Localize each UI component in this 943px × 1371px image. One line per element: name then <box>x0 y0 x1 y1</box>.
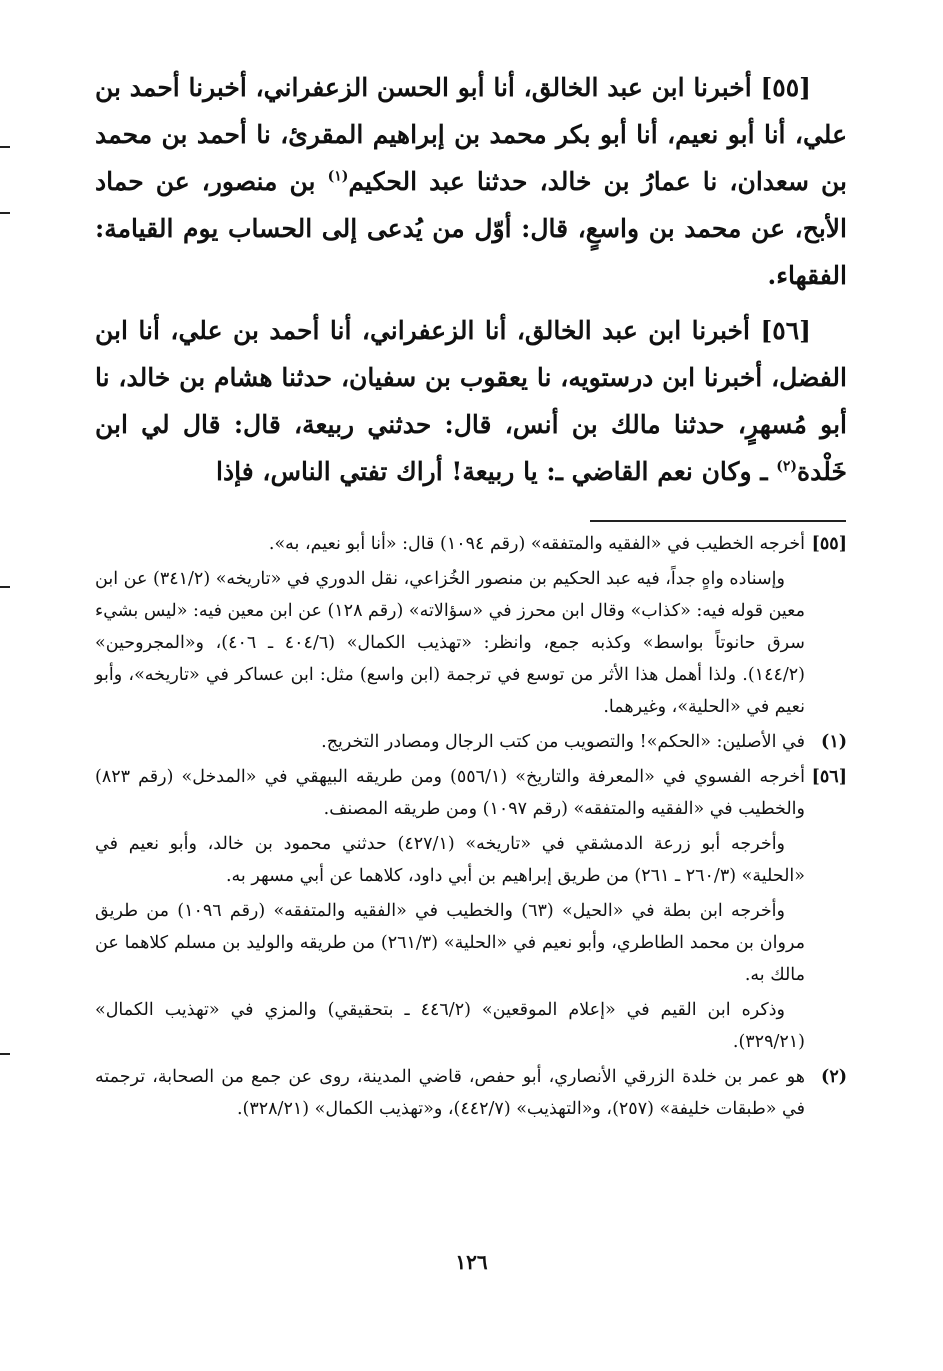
footnote-56-cont <box>95 895 847 991</box>
footnote-text: أخرجه الخطيب في «الفقيه والمتفقه» (رقم ١٠٩٤) قال: «أنا أبو نعيم، به». <box>268 534 805 554</box>
footnote-label: (١) <box>821 732 847 752</box>
margin-mark <box>0 1053 10 1055</box>
paragraph-56 <box>95 307 847 495</box>
footnote-1 <box>95 726 847 758</box>
footnote-label: (٢) <box>821 1067 847 1087</box>
margin-mark <box>0 586 10 588</box>
footnote-2 <box>95 1061 847 1125</box>
footnote-text: في الأصلين: «الحكم»! والتصويب من كتب الرجال ومصادر التخريج. <box>321 732 805 752</box>
footnote-text: وأخرجه ابن بطة في «الحيل» (٦٣) والخطيب في «الفقيه والمتفقه» (رقم ١٠٩٦) من طريق مروان بن محمد الطاطري، وأبو نعيم في «الحلية» (٢٦١/٣) من طريقه والوليد بن مسلم كلاهما عن مالك به. <box>95 901 805 985</box>
paragraph-text: أخبرنا ابن عبد الخالق، أنا أبو الحسن الزعفراني، أخبرنا أحمد بن علي، أنا أبو نعيم، أنا أبو بكر محمد بن إبراهيم المقرئ، نا أحمد بن محمد بن سعدان، نا عمارُ بن خالد، حدثنا عبد الحكيم <box>95 73 847 196</box>
paragraph-55 <box>95 64 847 299</box>
main-text <box>95 64 847 503</box>
footnote-text: وإسناده واهٍ جداً، فيه عبد الحكيم بن منصور الخُزاعي، نقل الدوري في «تاريخه» (٣٤١/٢) عن ابن معين قوله فيه: «كذاب» وقال ابن محرز في «سؤالاته» (رقم ١٢٨) عن ابن معين فيه: «ليس بشيء سرق حانوتاً بواسط» وكذبه جمع، وانظر: «تهذيب الكمال» (٤٠٤/٦ ـ ٤٠٦)، و«المجروحين» (١٤٤/٢). ولذا أهمل هذا الأثر من توسع في ترجمة (ابن واسع) مثل: ابن عساكر في «تاريخه»، وأبو نعيم في «الحلية»، وغيرهما. <box>94 569 805 717</box>
entry-number: [٥٥] <box>760 73 811 102</box>
footnote-55-cont <box>95 563 847 723</box>
paragraph-text: بن منصور، عن حماد الأبح، عن محمد بن واسعٍ، قال: أوّل من يُدعى إلى الحساب يوم القيامة: الفقهاء. <box>95 167 847 290</box>
paragraph-text: ـ وكان نعم القاضي ـ: يا ربيعة! أراك تفتي الناس، فإذا <box>216 457 768 486</box>
footnote-separator <box>590 520 846 522</box>
page-number: ١٢٦ <box>455 1250 488 1274</box>
margin-mark <box>0 212 10 214</box>
footnotes <box>95 528 847 1128</box>
footnote-text: وأخرجه أبو زرعة الدمشقي في «تاريخه» (٤٢٧/١) حدثني محمود بن خالد، وأبو نعيم في «الحلية» (٢٦٠/٣ ـ ٢٦١) من طريق إبراهيم بن أبي داود، كلاهما عن أبي مسهر به. <box>95 834 805 886</box>
footnote-text: هو عمر بن خلدة الزرقي الأنصاري، أبو حفص، قاضي المدينة، روى عن جمع من الصحابة، ترجمته في «طبقات خليفة» (٢٥٧)، و«التهذيب» (٤٤٢/٧)، و«تهذيب الكمال» (٣٢٨/٢١). <box>95 1067 805 1119</box>
paragraph-text: أخبرنا ابن عبد الخالق، أنا الزعفراني، أنا أحمد بن علي، أنا ابن الفضل، أخبرنا ابن درستويه، نا يعقوب بن سفيان، حدثنا هشام بن خالد، نا أبو مُسهرٍ، حدثنا مالك بن أنس، قال: حدثني ربيعة، قال: قال لي ابن خَلْدة <box>95 316 847 486</box>
footnote-55 <box>95 528 847 560</box>
margin-mark <box>0 146 10 148</box>
footnote-text: أخرجه الفسوي في «المعرفة والتاريخ» (٥٥٦/١) ومن طريقه البيهقي في «المدخل» (رقم ٨٢٣) والخطيب في «الفقيه والمتفقه» (رقم ١٠٩٧) ومن طريقه المصنف. <box>95 767 805 819</box>
footnote-label: [٥٦] <box>811 767 847 787</box>
footnote-ref: (١) <box>327 168 349 185</box>
footnote-ref: (٢) <box>776 458 798 475</box>
footnote-text: وذكره ابن القيم في «إعلام الموقعين» (٤٤٦/٢ ـ بتحقيقي) والمزي في «تهذيب الكمال» (٣٢٩/٢١). <box>95 1000 805 1052</box>
footnote-56-cont <box>95 994 847 1058</box>
entry-number: [٥٦] <box>760 316 811 345</box>
footnote-label: [٥٥] <box>811 534 847 554</box>
footnote-56 <box>95 761 847 825</box>
footnote-56-cont <box>95 828 847 892</box>
